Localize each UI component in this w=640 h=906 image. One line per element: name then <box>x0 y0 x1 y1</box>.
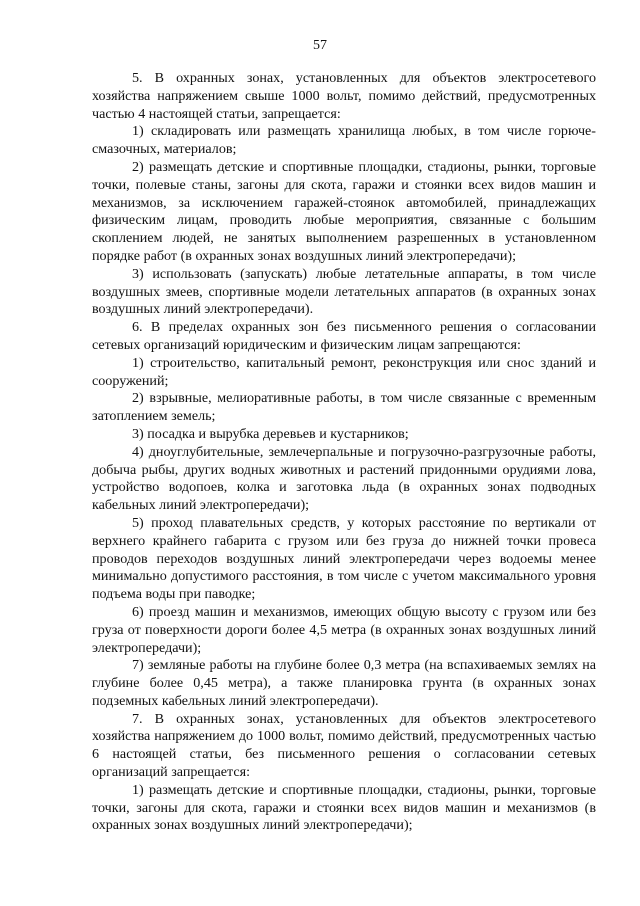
paragraph-6-item-2: 2) взрывные, мелиоративные работы, в том числе связанные с временным затоплением земель; <box>92 390 596 425</box>
paragraph-6-item-7: 7) земляные работы на глубине более 0,3 метра (на вспахиваемых землях на глубине более 0,45 метра), а также планировка грунта (в охранных зонах подземных кабельных линий электропередачи). <box>92 657 596 709</box>
paragraph-6-intro: 6. В пределах охранных зон без письменного решения о согласовании сетевых организаций юридическим и физическим лицам запрещаются: <box>92 319 596 353</box>
paragraph-6-item-3: 3) посадка и вырубка деревьев и кустарников; <box>132 425 409 442</box>
paragraph-5-item-1: 1) складировать или размещать хранилища любых, в том числе горюче-смазочных, материалов; <box>92 123 596 158</box>
paragraph-5-item-3: 3) использовать (запускать) любые летательные аппараты, в том числе воздушных змеев, спортивные модели летательных аппаратов (в охранных зонах воздушных линий электропередачи). <box>92 265 596 318</box>
paragraph-5-item-2: 2) размещать детские и спортивные площадки, стадионы, рынки, торговые точки, полевые станы, загоны для скота, гаражи и стоянки всех видов машин и механизмов, за исключением гаражей-стоянок автомобилей, принадлежащих физическим лицам, проводить любые мероприятия, связанные с большим скоплением людей, не занятых выполнением разрешенных в установленном порядке работ (в охранных зонах воздушных линий электропередачи); <box>92 158 596 264</box>
paragraph-5-intro: 5. В охранных зонах, установленных для объектов электросетевого хозяйства напряжением свыше 1000 вольт, помимо действий, предусмотренных частью 4 настоящей статьи, запрещается: <box>92 70 596 122</box>
paragraph-6-item-5: 5) проход плавательных средств, у которых расстояние по вертикали от верхнего крайнего габарита с грузом или без груза до нижней точки провеса проводов переходов воздушных линий электропередачи через водоемы менее минимально допустимого расстояния, в том числе с учетом максимального уровня подъема воды при паводке; <box>92 514 596 603</box>
paragraph-6-item-6: 6) проезд машин и механизмов, имеющих общую высоту с грузом или без груза от поверхности дороги более 4,5 метра (в охранных зонах воздушных линий электропередачи); <box>92 603 596 656</box>
paragraph-7-item-1: 1) размещать детские и спортивные площадки, стадионы, рынки, торговые точки, загоны для скота, гаражи и стоянки всех видов машин и механизмов (в охранных зонах воздушных линий электропередачи); <box>92 781 596 834</box>
page-number: 57 <box>313 38 327 53</box>
paragraph-6-item-1: 1) строительство, капитальный ремонт, реконструкция или снос зданий и сооружений; <box>92 354 596 389</box>
document-body <box>92 70 596 835</box>
paragraph-6-item-4: 4) дноуглубительные, землечерпальные и погрузочно-разгрузочные работы, добыча рыбы, других водных животных и растений придонными орудиями лова, устройство водопоев, колка и заготовка льда (в охранных зонах подводных кабельных линий электропередачи); <box>92 443 596 514</box>
paragraph-7-intro: 7. В охранных зонах, установленных для объектов электросетевого хозяйства напряжением до 1000 вольт, помимо действий, предусмотренных частью 6 настоящей статьи, без письменного решения о согласовании сетевых организаций запрещается: <box>92 710 596 781</box>
